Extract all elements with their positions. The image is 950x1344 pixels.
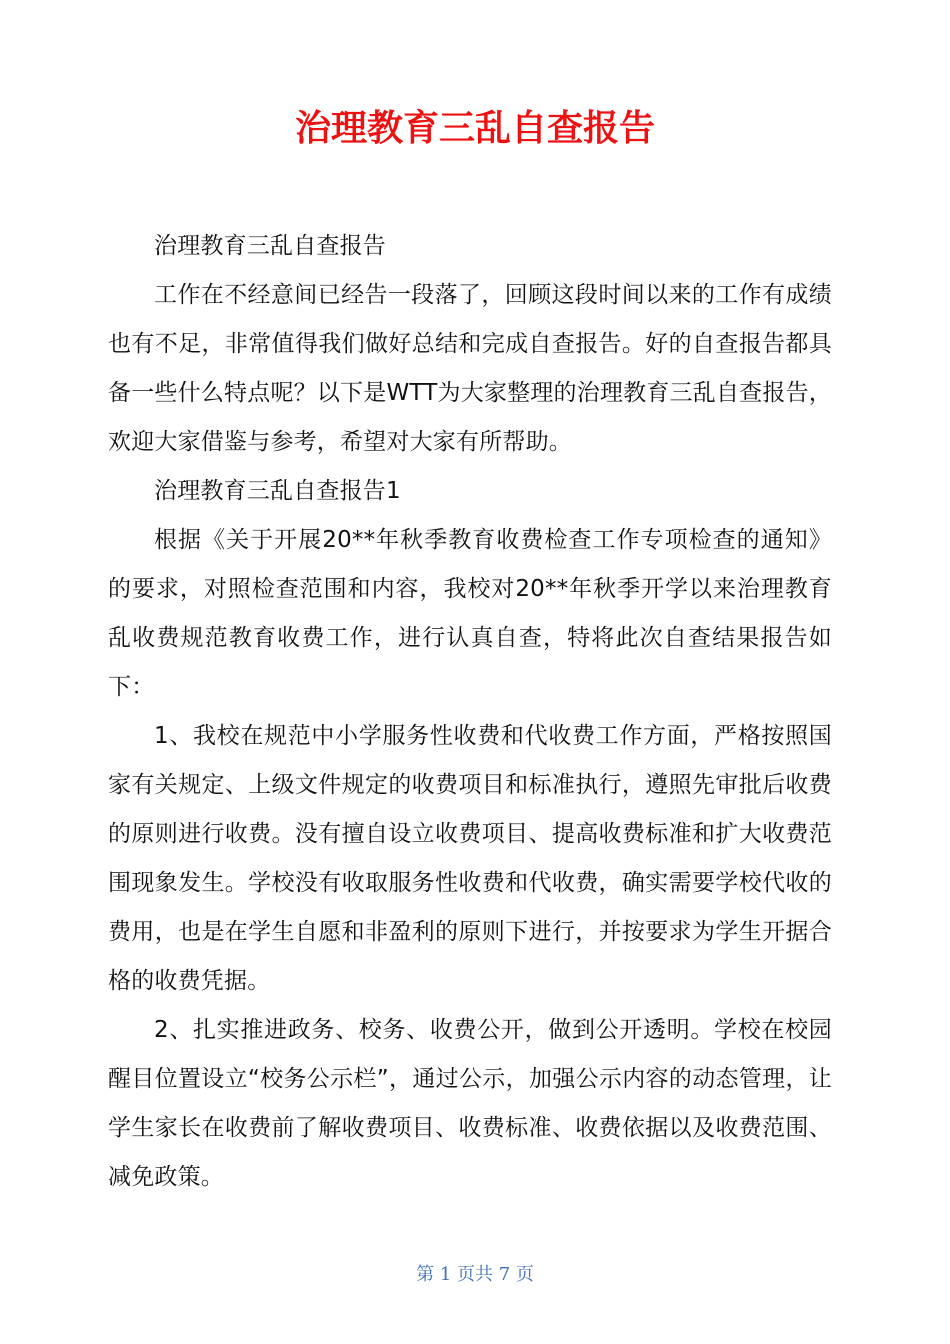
page-footer: 第 1 页共 7 页 — [416, 1264, 534, 1285]
paragraph-intro: 工作在不经意间已经告一段落了，回顾这段时间以来的工作有成绩也有不足，非常值得我们做好总结和完成自查报告。好的自查报告都具备一些什么特点呢？以下是WTT为大家整理的治理教育三乱自查报告，欢迎大家借鉴与参考，希望对大家有所帮助。 — [108, 282, 832, 455]
document-body — [108, 222, 832, 1202]
document-title: 治理教育三乱自查报告 — [294, 108, 655, 149]
paragraph-basis: 根据《关于开展20**年秋季教育收费检查工作专项检查的通知》的要求，对照检查范围和内容，我校对20**年秋季开学以来治理教育乱收费规范教育收费工作，进行认真自查，特将此次自查结果报告如下： — [108, 527, 832, 700]
paragraph-section-heading: 治理教育三乱自查报告1 — [154, 478, 401, 504]
paragraph-item-1: 1、我校在规范中小学服务性收费和代收费工作方面，严格按照国家有关规定、上级文件规定的收费项目和标准执行，遵照先审批后收费的原则进行收费。没有擅自设立收费项目、提高收费标准和扩大收费范围现象发生。学校没有收取服务性收费和代收费，确实需要学校代收的费用，也是在学生自愿和非盈利的原则下进行，并按要求为学生开据合格的收费凭据。 — [108, 723, 832, 994]
paragraph-heading: 治理教育三乱自查报告 — [154, 233, 386, 259]
paragraph-item-2: 2、扎实推进政务、校务、收费公开，做到公开透明。学校在校园醒目位置设立“校务公示栏”，通过公示，加强公示内容的动态管理，让学生家长在收费前了解收费项目、收费标准、收费依据以及收费范围、减免政策。 — [108, 1017, 832, 1190]
